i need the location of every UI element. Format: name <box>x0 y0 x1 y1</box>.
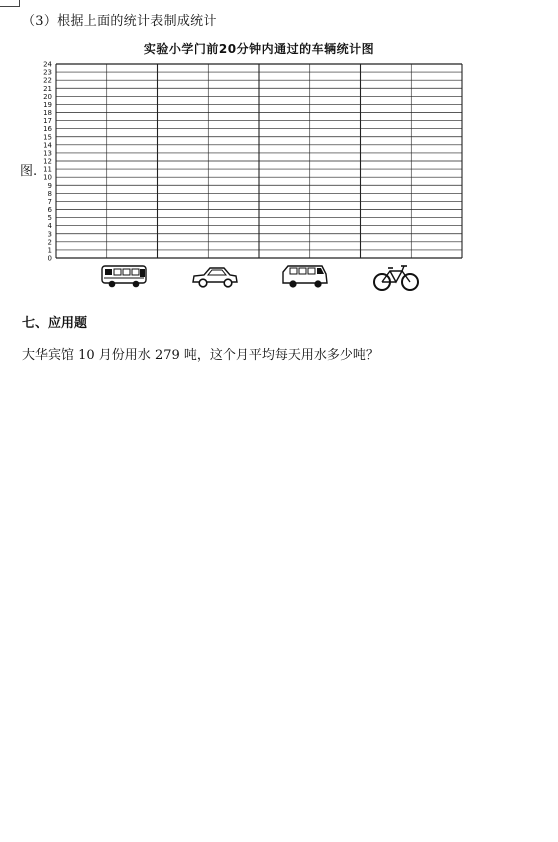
y-tick-label: 9 <box>47 181 52 190</box>
y-tick-label: 6 <box>47 206 52 214</box>
y-tick-label: 5 <box>47 214 52 223</box>
chart-title: 实验小学门前20分钟内通过的车辆统计图 <box>143 42 375 56</box>
chart-grid <box>56 64 462 258</box>
y-tick-label: 20 <box>43 92 52 101</box>
question-text: （3）根据上面的统计表制成统计 <box>22 14 217 29</box>
y-tick-label: 23 <box>43 68 52 77</box>
bus-icon <box>102 266 146 287</box>
bicycle-icon <box>374 266 418 290</box>
y-tick-label: 19 <box>43 100 52 109</box>
y-tick-label: 21 <box>43 84 52 93</box>
car-icon <box>193 268 237 287</box>
y-tick-label: 3 <box>47 230 52 239</box>
y-tick-label: 18 <box>43 109 52 117</box>
y-tick-label: 0 <box>47 254 52 263</box>
y-tick-label: 16 <box>43 125 52 134</box>
y-tick-label: 8 <box>47 189 52 198</box>
y-tick-label: 14 <box>43 141 52 150</box>
word-problem: 大华宾馆 10 月份用水 279 吨，这个月平均每天用水多少吨？ <box>22 348 379 363</box>
y-tick-label: 24 <box>43 60 52 69</box>
y-tick-label: 10 <box>43 173 52 182</box>
y-tick-label: 13 <box>43 149 52 158</box>
question-continuation: 图. <box>20 164 38 179</box>
chart <box>0 0 558 300</box>
y-tick-label: 17 <box>43 117 52 126</box>
y-tick-label: 22 <box>43 76 52 85</box>
y-tick-label: 11 <box>43 165 52 174</box>
y-tick-label: 15 <box>43 133 52 142</box>
van-icon <box>283 266 327 288</box>
y-tick-label: 7 <box>47 197 52 206</box>
y-axis-ticks <box>43 61 52 263</box>
y-tick-label: 1 <box>47 246 52 255</box>
y-tick-label: 12 <box>43 157 52 166</box>
y-tick-label: 4 <box>47 222 52 231</box>
section-title: 七、应用题 <box>22 316 88 331</box>
y-tick-label: 2 <box>47 238 52 247</box>
